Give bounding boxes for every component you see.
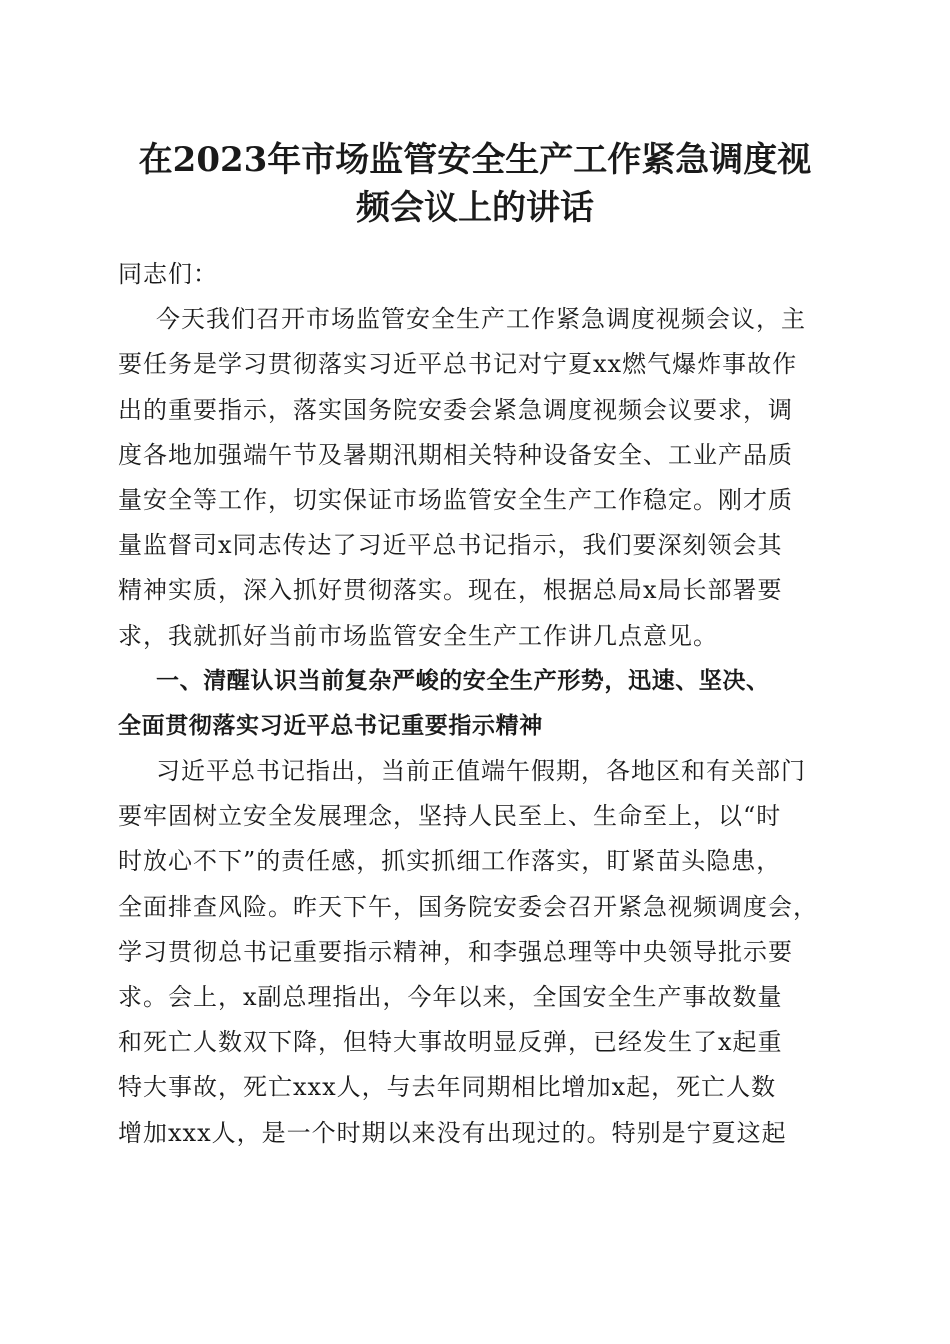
paragraph-line: 和死亡人数双下降，但特大事故明显反弹，已经发生了x起重 [118,1028,783,1057]
document-title [118,136,832,232]
paragraph-line: 精神实质，深入抓好贯彻落实。现在，根据总局x局长部署要 [118,576,783,605]
paragraph-line: 量监督司x同志传达了习近平总书记指示，我们要深刻领会其 [118,531,783,560]
paragraph-intro [118,297,832,659]
salutation: 同志们： [118,260,218,288]
document-body [118,252,832,1156]
paragraph-line: 出的重要指示，落实国务院安委会紧急调度视频会议要求，调 [118,395,793,424]
paragraph-line: 度各地加强端午节及暑期汛期相关特种设备安全、工业产品质 [118,440,793,469]
paragraph-line: 增加xxx人，是一个时期以来没有出现过的。特别是宁夏这起 [118,1118,787,1147]
paragraph-line: 时放心不下”的责任感，抓实抓细工作落实，盯紧苗头隐患， [118,847,782,876]
paragraph-line: 要牢固树立安全发展理念，坚持人民至上、生命至上，以“时 [118,802,782,831]
paragraph-section-1 [118,749,832,1156]
paragraph-line: 特大事故，死亡xxx人，与去年同期相比增加x起，死亡人数 [118,1073,777,1102]
section-heading-1 [118,659,832,749]
heading-line: 一、清醒认识当前复杂严峻的安全生产形势，迅速、坚决、 [156,667,770,694]
paragraph-line: 量安全等工作，切实保证市场监管安全生产工作稳定。刚才质 [118,485,793,514]
paragraph-line: 习近平总书记指出，当前正值端午假期，各地区和有关部门 [156,757,806,786]
paragraph-line: 全面排查风险。昨天下午，国务院安委会召开紧急视频调度会， [118,892,818,921]
heading-line: 全面贯彻落实习近平总书记重要指示精神 [118,712,543,739]
title-line: 频会议上的讲话 [356,188,594,228]
title-line: 在2023年市场监管安全生产工作紧急调度视 [138,140,812,180]
paragraph-line: 求，我就抓好当前市场监管安全生产工作讲几点意见。 [118,621,718,650]
paragraph-line: 今天我们召开市场监管安全生产工作紧急调度视频会议，主 [156,305,806,334]
paragraph-line: 求。会上，x副总理指出，今年以来，全国安全生产事故数量 [118,983,783,1011]
paragraph-line: 学习贯彻总书记重要指示精神，和李强总理等中央领导批示要 [118,937,793,966]
paragraph-line: 要任务是学习贯彻落实习近平总书记对宁夏xx燃气爆炸事故作 [118,350,798,379]
